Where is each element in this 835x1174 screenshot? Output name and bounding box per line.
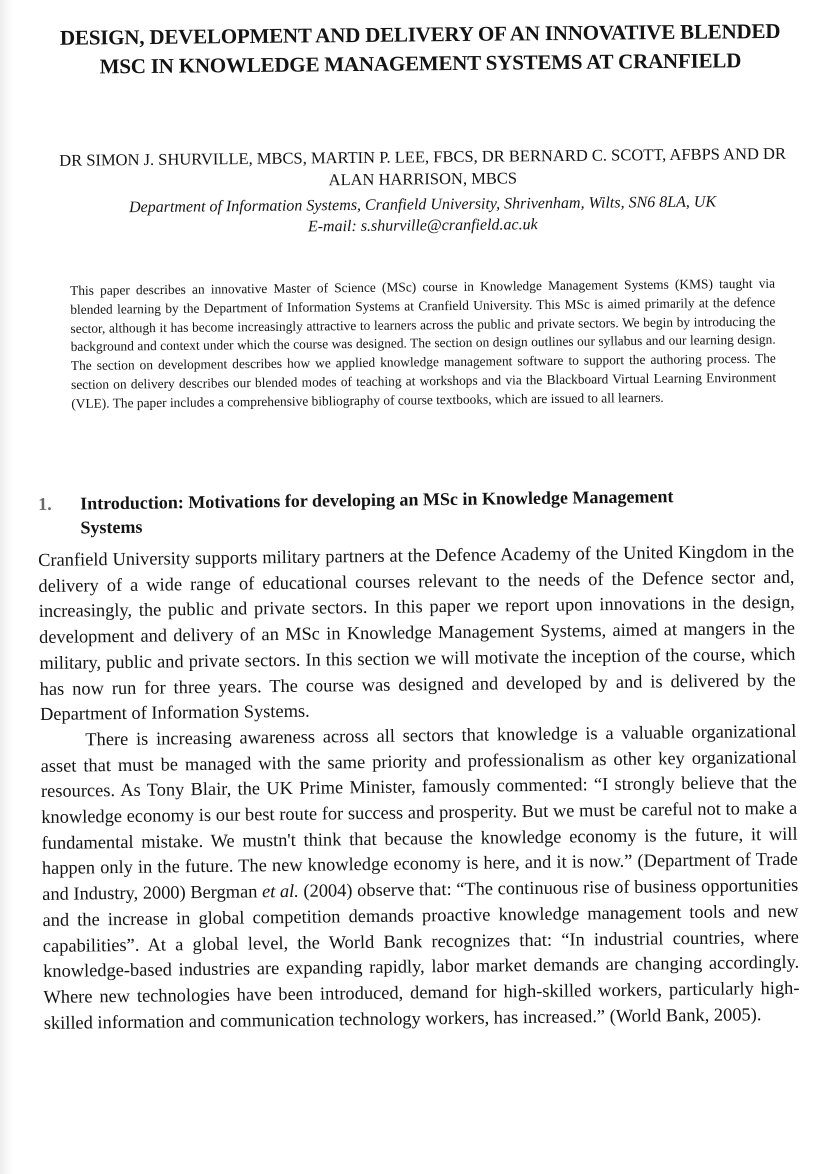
paragraph-2-text-a: There is increasing awareness across all sectors that knowledge is a valuable organizational asset that must be managed with the same priority and professionalism as other key organizational resources. As Tony Blair, the UK Prime Minister, famously commented: “I strongly believe that the knowledge economy is our best route for success and prosperity. But we must be careful not to make a fundamental mistake. We mustn't think that because the knowledge economy is the future, it will happen only in the future. The new knowledge economy is here, and it is now.” (Department of Trade and Industry, 2000) Bergman <box>40 720 798 905</box>
section-body <box>38 539 800 1037</box>
body-paragraph-2 <box>40 719 800 1037</box>
author-list: DR SIMON J. SHURVILLE, MBCS, MARTIN P. LEE, FBCS, DR BERNARD C. SCOTT, AFBPS AND DR ALAN HARRISON, MBCS <box>59 143 787 190</box>
paragraph-2-italic-citation: et al. <box>261 880 299 902</box>
affiliation-block <box>40 191 805 240</box>
paragraph-2-text-b: (2004) observe that: “The continuous rise of business opportunities and the increase in global competition demands proactive knowledge management tools and new capabilities”. At a global level, the World Bank recognizes that: “In industrial countries, where knowledge-based industries are expanding rapidly, labor market demands are changing accordingly. Where new technologies have been introduced, demand for high-skilled workers, particularly high-skilled information and communication technology workers, has increased.” (World Bank, 2005). <box>42 874 800 1033</box>
author-email: E-mail: s.shurville@cranfield.ac.uk <box>307 216 538 236</box>
affiliation: Department of Information Systems, Cranfield University, Shrivenham, Wilts, SN6 8LA, UK <box>128 193 717 217</box>
section-title: Introduction: Motivations for developing an MSc in Knowledge Management Systems <box>80 486 674 538</box>
section-heading <box>38 484 679 540</box>
paper-title: DESIGN, DEVELOPMENT AND DELIVERY OF AN INNOVATIVE BLENDED MSC IN KNOWLEDGE MANAGEMENT SYSTEMS AT CRANFIELD <box>59 18 781 79</box>
abstract: This paper describes an innovative Master of Science (MSc) course in Knowledge Management Systems (KMS) taught via blended learning by the Department of Information Systems at Cranfield University. This MSc is aimed primarily at the defence sector, although it has become increasingly attractive to learners across the public and private sectors. We begin by introducing the background and context under which the course was designed. The section on design outlines our syllabus and our learning design. The section on development describes how we applied knowledge management software to support the authoring process. The section on delivery describes our blended modes of teaching at workshops and via the Blackboard Virtual Learning Environment (VLE). The paper includes a comprehensive bibliography of course textbooks, which are issued to all learners. <box>70 275 777 411</box>
section-number: 1. <box>38 493 52 514</box>
body-paragraph-1: Cranfield University supports military partners at the Defence Academy of the United Kingdom in the delivery of a wide range of educational courses relevant to the needs of the Defence sector and, increasingly, the public and private sectors. In this paper we report upon innovations in the design, development and delivery of an MSc in Knowledge Management Systems, aimed at mangers in the military, public and private sectors. In this section we will motivate the inception of the course, which has now run for three years. The course was designed and developed by and is delivered by the Department of Information Systems. <box>38 540 796 725</box>
